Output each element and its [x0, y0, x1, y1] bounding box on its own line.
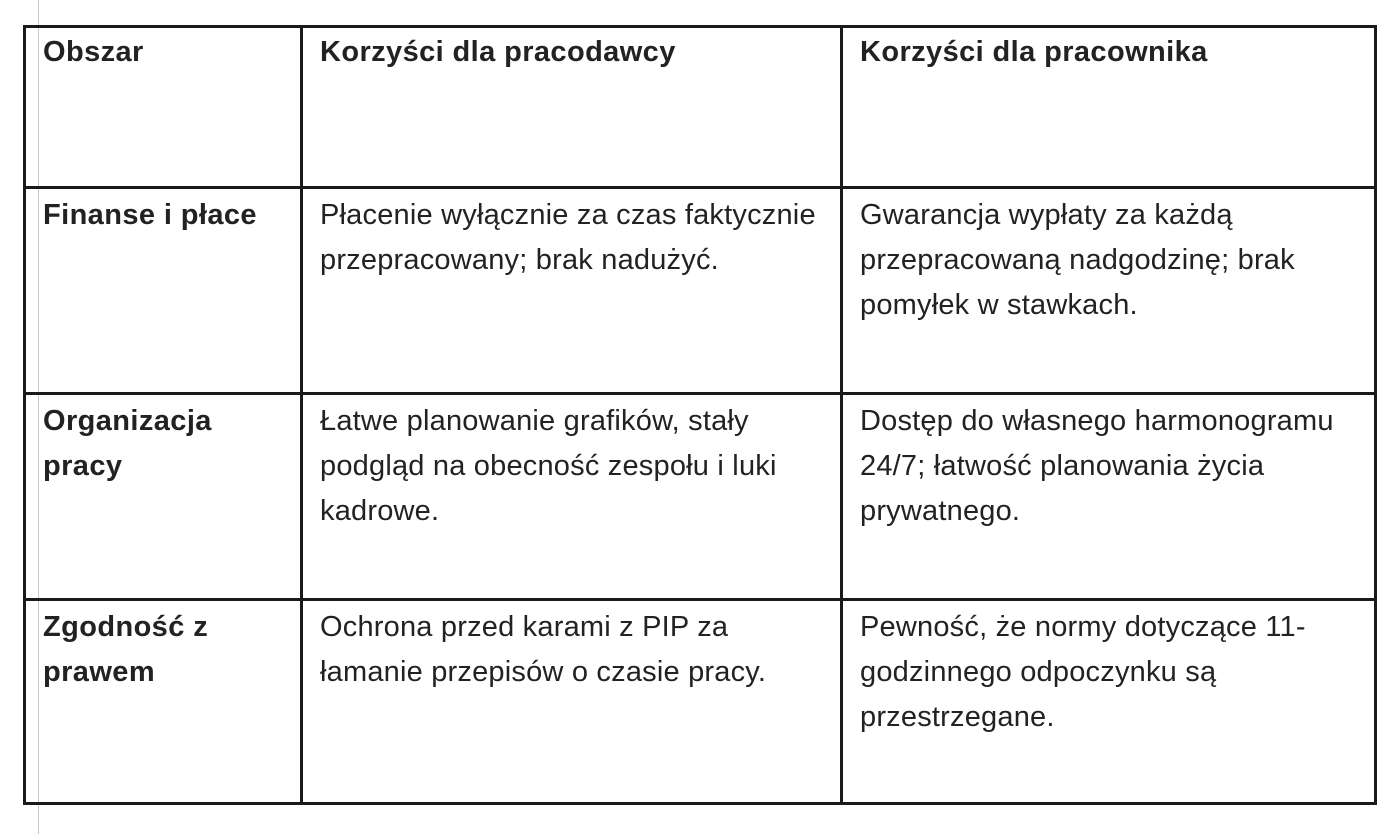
area-cell: Zgodność z prawem	[25, 600, 302, 804]
employer-benefit-cell: Łatwe planowanie grafików, stały podgląd na obecność zespołu i luki kadrowe.	[302, 394, 842, 600]
area-cell: Organizacja pracy	[25, 394, 302, 600]
employee-benefit-cell: Pewność, że normy dotyczące 11-godzinnego odpoczynku są przestrzegane.	[842, 600, 1376, 804]
table-row	[25, 394, 1376, 600]
header-cell-employer: Korzyści dla pracodawcy	[302, 27, 842, 188]
table-row	[25, 188, 1376, 394]
table-header-row	[25, 27, 1376, 188]
table-row	[25, 600, 1376, 804]
employer-benefit-cell: Ochrona przed karami z PIP za łamanie przepisów o czasie pracy.	[302, 600, 842, 804]
employee-benefit-cell: Dostęp do własnego harmonogramu 24/7; łatwość planowania życia prywatnego.	[842, 394, 1376, 600]
employer-benefit-cell: Płacenie wyłącznie za czas faktycznie przepracowany; brak nadużyć.	[302, 188, 842, 394]
header-cell-area: Obszar	[25, 27, 302, 188]
header-cell-employee: Korzyści dla pracownika	[842, 27, 1376, 188]
employee-benefit-cell: Gwarancja wypłaty za każdą przepracowaną nadgodzinę; brak pomyłek w stawkach.	[842, 188, 1376, 394]
area-cell: Finanse i płace	[25, 188, 302, 394]
benefits-table	[23, 25, 1377, 805]
